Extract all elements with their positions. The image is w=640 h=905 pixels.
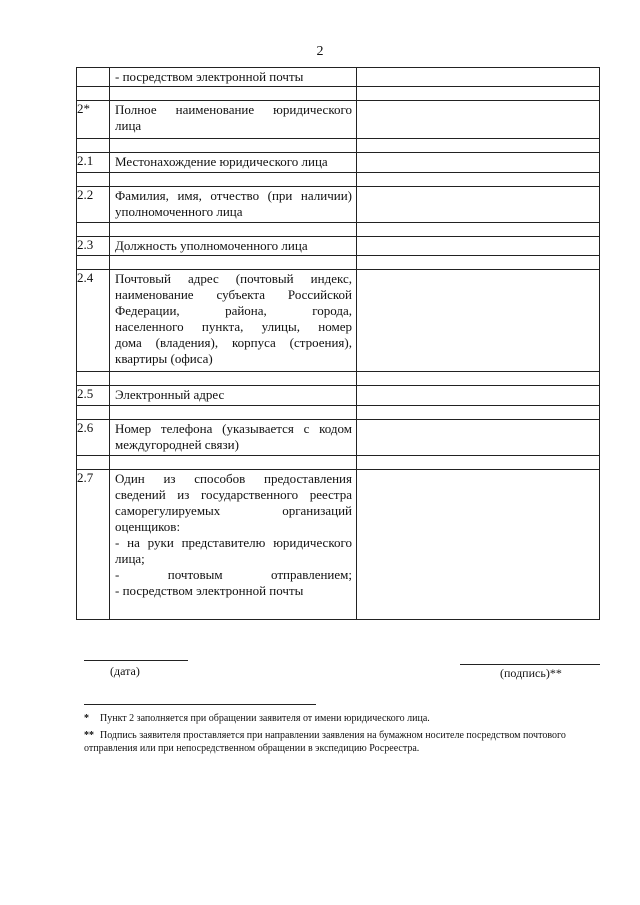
row-label-line: Один из способов предоставления <box>115 471 352 486</box>
row-value-field[interactable] <box>357 386 600 406</box>
row-value-field[interactable] <box>357 256 600 270</box>
row-label <box>110 372 357 386</box>
row-number <box>77 256 110 270</box>
row-value-field[interactable] <box>357 406 600 420</box>
form-row <box>77 470 600 620</box>
footnote-rule <box>84 704 316 705</box>
row-label-line: квартиры (офиса) <box>115 351 213 366</box>
row-value-field[interactable] <box>357 87 600 101</box>
row-label <box>110 87 357 101</box>
row-value-field[interactable] <box>357 456 600 470</box>
row-number <box>77 372 110 386</box>
form-row <box>77 420 600 456</box>
row-label-line: Должность уполномоченного лица <box>115 238 308 253</box>
form-row <box>77 372 600 386</box>
form-row <box>77 406 600 420</box>
row-value-field[interactable] <box>357 101 600 139</box>
row-number: 2.6 <box>77 420 110 456</box>
form-row <box>77 68 600 87</box>
row-number: 2.4 <box>77 270 110 372</box>
form-row <box>77 237 600 256</box>
row-label <box>110 406 357 420</box>
row-value-field[interactable] <box>357 270 600 372</box>
row-label-line: Электронный адрес <box>115 387 225 402</box>
row-label <box>110 237 357 256</box>
date-caption: (дата) <box>110 664 140 678</box>
row-label-line: Номер телефона (указывается с кодом <box>115 421 352 436</box>
row-label-line: населенного пункта, улицы, номер <box>115 319 352 334</box>
row-number <box>77 139 110 153</box>
row-value-field[interactable] <box>357 187 600 223</box>
form-row <box>77 101 600 139</box>
row-label-line: Фамилия, имя, отчество (при наличии) <box>115 188 352 203</box>
row-label-line: Почтовый адрес (почтовый индекс, <box>115 271 352 286</box>
row-label-line: междугородней связи) <box>115 437 239 452</box>
row-label <box>110 256 357 270</box>
row-number: 2.5 <box>77 386 110 406</box>
row-label-line: - на руки представителю юридического <box>115 535 352 550</box>
row-value-field[interactable] <box>357 68 600 87</box>
form-row <box>77 223 600 237</box>
date-line <box>84 660 188 661</box>
row-label <box>110 173 357 187</box>
row-label-line: наименование субъекта Российской <box>115 287 352 302</box>
row-number <box>77 406 110 420</box>
row-number: 2* <box>77 101 110 139</box>
form-row <box>77 386 600 406</box>
row-label-line: дома (владения), корпуса (строения), <box>115 335 352 350</box>
row-number: 2.3 <box>77 237 110 256</box>
form-row <box>77 187 600 223</box>
row-label <box>110 101 357 139</box>
row-label-line: - почтовым отправлением; <box>115 567 352 582</box>
row-value-field[interactable] <box>357 237 600 256</box>
row-number <box>77 173 110 187</box>
row-number: 2.2 <box>77 187 110 223</box>
form-row <box>77 153 600 173</box>
row-label <box>110 187 357 223</box>
row-value-field[interactable] <box>357 420 600 456</box>
form-row <box>77 139 600 153</box>
row-value-field[interactable] <box>357 223 600 237</box>
form-row <box>77 256 600 270</box>
row-number: 2.1 <box>77 153 110 173</box>
row-label <box>110 470 357 620</box>
row-label-line: оценщиков: <box>115 519 181 534</box>
footnote-2-text: Подпись заявителя проставляется при направлении заявления на бумажном носителе посредством почтового отправления или при непосредственном обращении в экспедицию Росреестра. <box>84 730 566 754</box>
row-number <box>77 87 110 101</box>
form-row <box>77 87 600 101</box>
row-label <box>110 153 357 173</box>
row-number <box>77 456 110 470</box>
footnote-1-text: Пункт 2 заполняется при обращении заявителя от имени юридического лица. <box>100 713 430 724</box>
row-label-line: - посредством электронной почты <box>115 583 304 598</box>
row-value-field[interactable] <box>357 139 600 153</box>
row-label <box>110 386 357 406</box>
row-number <box>77 223 110 237</box>
footnote-2 <box>84 729 604 755</box>
page-number: 2 <box>316 44 324 59</box>
row-value-field[interactable] <box>357 470 600 620</box>
row-label <box>110 139 357 153</box>
row-label-line: Местонахождение юридического лица <box>115 154 328 169</box>
row-label-line: - посредством электронной почты <box>115 69 304 84</box>
row-number: 2.7 <box>77 470 110 620</box>
row-label <box>110 456 357 470</box>
row-value-field[interactable] <box>357 372 600 386</box>
application-form-table <box>76 67 600 620</box>
row-value-field[interactable] <box>357 173 600 187</box>
footnote-2-mark: ** <box>84 730 94 741</box>
row-label-line: саморегулируемых организаций <box>115 503 352 518</box>
row-number <box>77 68 110 87</box>
row-label-line: лица <box>115 118 142 133</box>
row-label <box>110 420 357 456</box>
form-row <box>77 173 600 187</box>
row-label <box>110 223 357 237</box>
row-label-line: уполномоченного лица <box>115 204 243 219</box>
row-label-line: сведений из государственного реестра <box>115 487 352 502</box>
row-label <box>110 270 357 372</box>
footnote-1 <box>84 712 604 725</box>
signature-caption: (подпись)** <box>500 666 562 680</box>
row-value-field[interactable] <box>357 153 600 173</box>
signature-line <box>460 664 600 665</box>
row-label-line: Полное наименование юридического <box>115 102 352 117</box>
footnote-1-mark: * <box>84 713 89 724</box>
form-row <box>77 456 600 470</box>
row-label-line: лица; <box>115 551 145 566</box>
row-label <box>110 68 357 87</box>
row-label-line: Федерации, района, города, <box>115 303 352 318</box>
form-row <box>77 270 600 372</box>
